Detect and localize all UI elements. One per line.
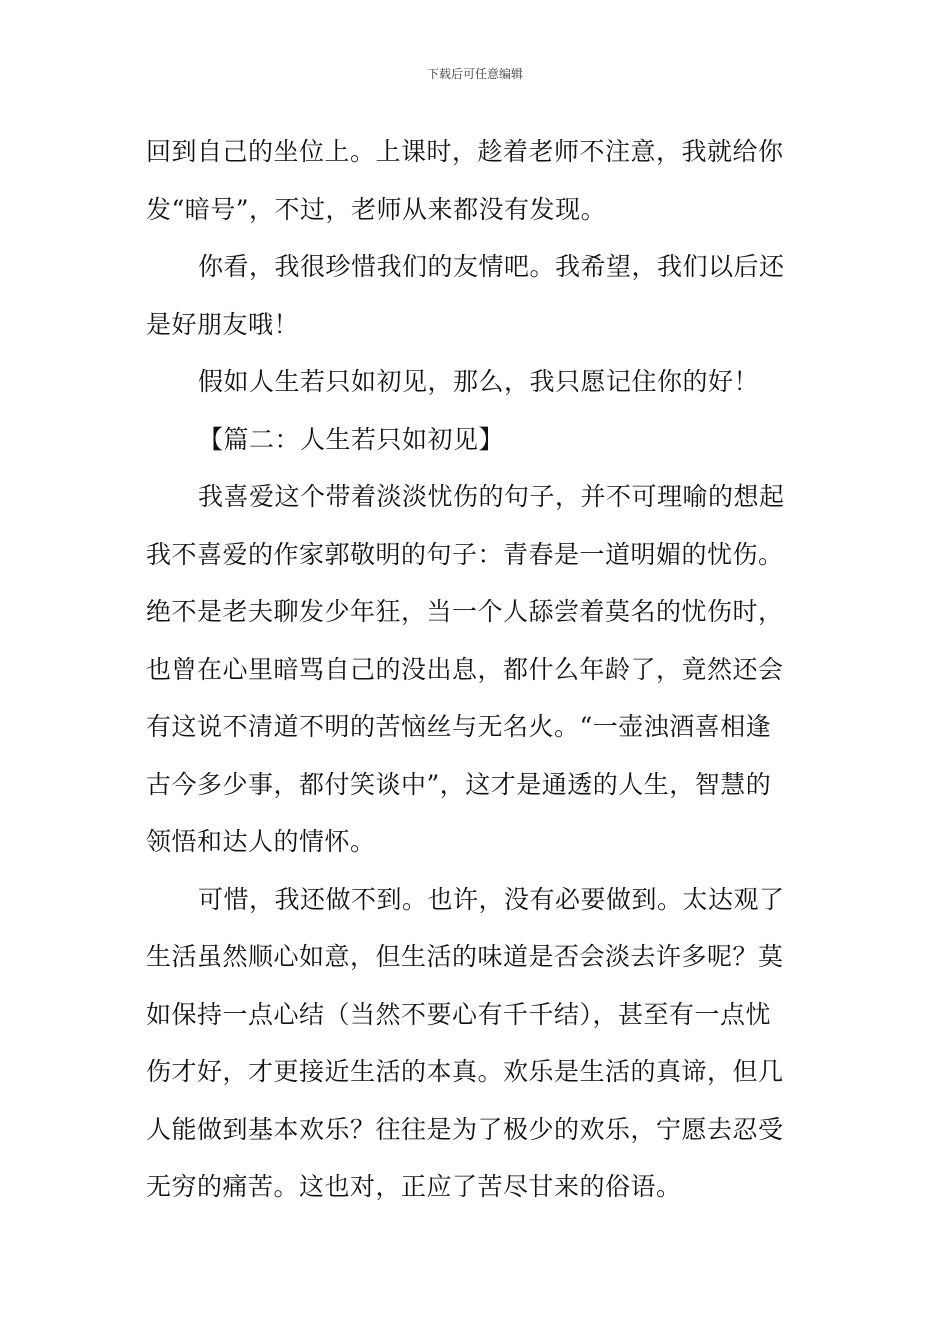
page-header-note: 下载后可任意编辑 [426, 67, 523, 81]
text-line: 也曾在心里暗骂自己的没出息，都什么年龄了，竟然还会 [146, 654, 784, 684]
text-line: 如保持一点心结（当然不要心有千千结），甚至有一点忧 [146, 999, 772, 1029]
paragraph-start-line: 假如人生若只如初见，那么，我只愿记住你的好！ [198, 367, 760, 396]
text-line: 回到自己的坐位上。上课时，趁着老师不注意，我就给你 [146, 137, 784, 166]
text-line: 我不喜爱的作家郭敬明的句子：青春是一道明媚的忧伤。 [146, 539, 784, 569]
text-line: 人能做到基本欢乐？往往是为了极少的欢乐，宁愿去忍受 [146, 1114, 784, 1144]
paragraph-start-line: 你看，我很珍惜我们的友情吧。我希望，我们以后还 [198, 252, 785, 281]
text-line: 发“暗号”，不过，老师从来都没有发现。 [146, 194, 607, 224]
paragraph-start-line: 我喜爱这个带着淡淡忧伤的句子，并不可理喻的想起 [198, 482, 785, 511]
document-body [146, 128, 816, 1221]
paragraph-start-line: 可惜，我还做不到。也许，没有必要做到。太达观了 [198, 884, 785, 914]
text-line: 伤才好，才更接近生活的本真。欢乐是生活的真谛，但几 [146, 1057, 784, 1086]
text-line: 有这说不清道不明的苦恼丝与无名火。“一壶浊酒喜相逢 [146, 712, 772, 741]
text-line: 领悟和达人的情怀。 [146, 827, 376, 856]
text-line: 是好朋友哦！ [146, 309, 300, 339]
section-heading: 【篇二：人生若只如初见】 [198, 424, 505, 454]
text-line: 绝不是老夫聊发少年狂，当一个人舔尝着莫名的忧伤时， [146, 597, 784, 626]
text-line: 古今多少事，都付笑谈中”，这才是通透的人生，智慧的 [146, 769, 772, 799]
text-line: 生活虽然顺心如意，但生活的味道是否会淡去许多呢？莫 [146, 942, 784, 971]
text-line: 无穷的痛苦。这也对，正应了苦尽甘来的俗语。 [146, 1172, 682, 1201]
